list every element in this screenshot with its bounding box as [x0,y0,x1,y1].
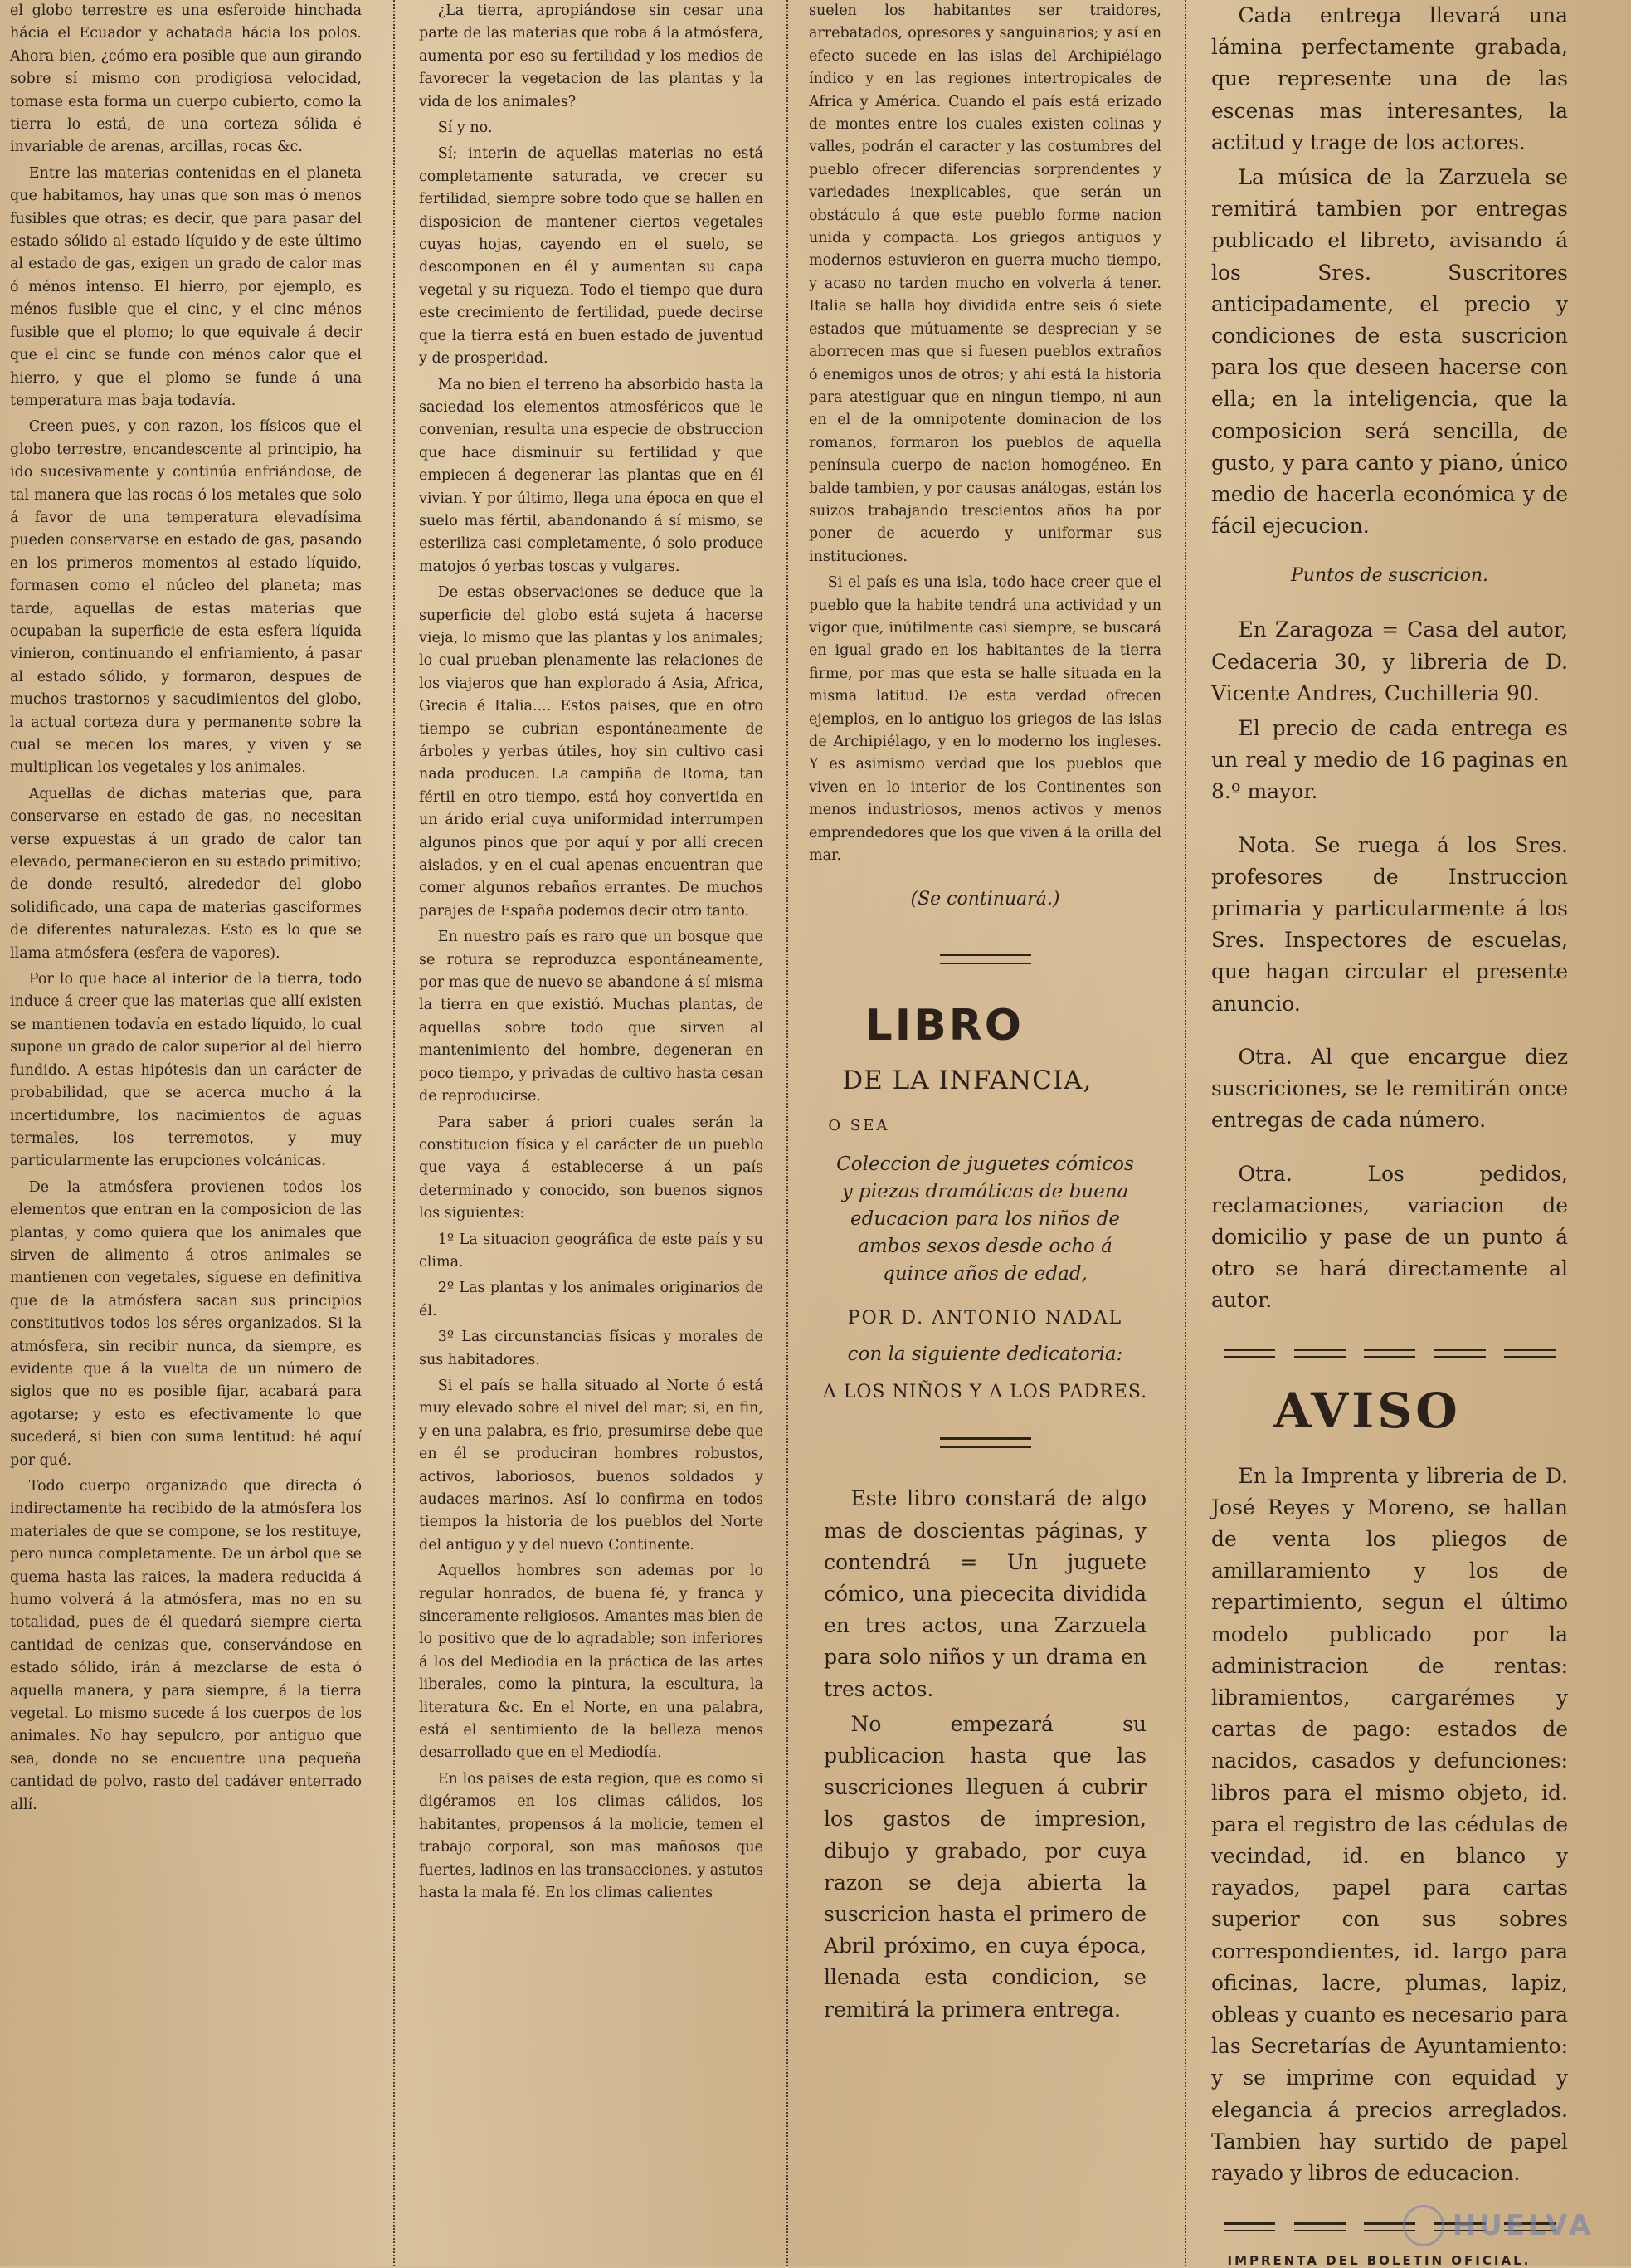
c4-paragraph: Cada entrega llevará una lámina perfectamente grabada, que represente una de las escenas mas interesantes, la actitud y trage de los actores. [1211,3,1568,154]
c4-paragraph: La música de la Zarzuela se remitirá tambien por entregas publicado el libreto, avisando á los Sres. Suscritores anticipadamente, el precio y condiciones de esta suscricion para los que deseen hacerse con ella; en la inteligencia, que la composicion será sencilla, de gusto, y para canto y piano, único medio de hacerla económica y de fácil ejecucion. [1211,165,1568,539]
c1-paragraph: Entre las materias contenidas en el planeta que habitamos, hay unas que son mas ó menos fusibles que otras; es decir, que para pasar del estado sólido al estado líquido y de este último al estado de gas, exigen un grado de calor mas ó ménos intenso. El hierro, por ejemplo, es ménos fusible que el cinc, y el cinc ménos fusible que el plomo; lo que equivale á decir que el cinc se funde con ménos calor que el hierro, y que el plomo se funde á una temperatura mas baja todavía. [10,164,362,409]
seal-icon [1403,2205,1444,2246]
c2-list-item: 3º Las circunstancias físicas y morales de sus habitadores. [419,1329,763,1368]
c1-paragraph: Creen pues, y con razon, los físicos que el globo terrestre, encandescente al principio, ha ido sucesivamente y continúa enfriándose, de tal manera que las rocas ó los metales que solo á favor de una temperatura elevadísima pueden conservarse en estado de gas, pasando en los primeros momentos al estado líquido, formasen como el núcleo del planeta; mas tarde, aquellas de estas materias que ocupaban la superficie de esta esfera líquida vinieron, continuando el enfriamiento, á pasar al estado sólido, y formaron, despues de muchos trastornos y sacudimientos del globo, la actual corteza dura y permanente sobre la cual se mecen los mares, y viven y se multiplican los vegetales y los animales. [10,418,362,777]
library-stamp [1399,2203,1598,2248]
c1-paragraph: el globo terrestre es una esferoide hinchada hácia el Ecuador y achatada hácia los polos. Ahora bien, ¿cómo era posible que aun girando sobre sí mismo con prodigiosa velocidad, tomase esta forma un cuerpo cubierto, como la tierra lo está, de una corteza sólida é invariable de arenas, arcillas, rocas &c. [10,2,362,156]
c1-paragraph: Todo cuerpo organizado que directa ó indirectamente ha recibido de la atmósfera los materiales de que se compone, se los restituye, pero nunca completamente. De un árbol que se quema hasta las raices, la madera reducida á humo volverá á la atmósfera, mas no en su totalidad, pues de él quedará siempre cierta cantidad de cenizas que, conservándose en estado sólido, irán á mezclarse de esta ó aquella manera, y para siempre, á la tierra vegetal. Lo mismo sucede á los cuerpos de los animales. No hay sepulcro, por antiguo que sea, donde no se encuentre una pequeña cantidad de polvo, rasto del cadáver enterrado allí. [10,1478,362,1813]
column-divider [1185,0,1186,2266]
c2-paragraph: Ma no bien el terreno ha absorbido hasta la saciedad los elementos atmosféricos que le convenian, resulta una especie de obstruccion que hace disminuir su fertilidad y que empiecen á degenerar las plantas que en él vivian. Y por último, llega una época en que el suelo mas fértil, abandonando á sí mismo, se esteriliza casi completamente, ó solo produce matojos ó yerbas toscas y vulgares. [419,376,763,575]
c2-paragraph: Sí; interin de aquellas materias no está completamente saturada, ve crecer su fertilidad, siempre sobre todo que se hallen en disposicion de mantener ciertos vegetales cuyas hojas, cayendo en el suelo, se descomponen en él y aumentan su capa vegetal y su riqueza. Todo el tiempo que dura este crecimiento de fertilidad, puede decirse que la tierra está en buen estado de juventud y de prosperidad. [419,145,763,368]
stamp-text: HUELVA [1452,2209,1594,2242]
dashed-separator [1224,1349,1556,1358]
notice-title: AVISO [1273,1382,1461,1439]
column-4 [1211,0,1568,2268]
c2-paragraph: ¿La tierra, apropiándose sin cesar una parte de las materias que roba á la atmósfera, aumenta por eso su fertilidad y los medios de favorecer la vegetacion de las plantas y la vida de los animales? [419,2,763,110]
printer-imprint: IMPRENTA DEL BOLETIN OFICIAL. [1227,2253,1531,2268]
ad-paragraph: No empezará su publicacion hasta que las suscriciones lleguen á cubrir los gastos de impresion, dibujo y grabado, por cuya razon se deja abierta la suscricion hasta el primero de Abril próximo, en cuya época, llenada esta condicion, se remitirá la primera entrega. [824,1711,1147,2022]
column-3 [809,0,1161,2241]
c2-paragraph: En nuestro país es raro que un bosque que se rotura se reproduzca espontáneamente, por mas que de nuevo se abandone á sí misma la tierra en que existió. Muchas plantas, de aquellas sobre todo que sirven al mantenimiento del hombre, degeneran en poco tiempo, y privadas de cultivo hasta cesan de reproducirse. [419,929,763,1105]
c1-paragraph: Aquellas de dichas materias que, para conservarse en estado de gas, no necesitan verse expuestas á un grado de calor tan elevado, permanecieron en su estado primitivo; de donde resultó, alrededor del globo solidificado, una capa de materias gasciformes de diferentes naturalezas. Esto es lo que se llama atmósfera (esfera de vapores). [10,785,362,962]
subscription-points-title: Puntos de suscricion. [1291,565,1488,587]
ad-dedication: A LOS NIÑOS Y A LOS PADRES. [822,1382,1148,1403]
column-1 [10,0,362,2241]
ad-paragraph: Este libro constará de algo mas de doscientas páginas, y contendrá = Un juguete cómico, una piececita dividida en tres actos, una Zarzuela para solo niños y un drama en tres actos. [824,1486,1147,1701]
column-divider [786,0,788,2266]
subscription-note: Nota. Se ruega á los Sres. profesores de Instruccion primaria y particularmente á los Sres. Inspectores de escuelas, que hagan circular el presente anuncio. [1211,832,1568,1016]
ornament-rule [940,954,1031,964]
c2-paragraph: En los paises de esta region, que es como si digéramos en los climas cálidos, los habitantes, propensos á la molicie, temen el trabajo corporal, son mas mañosos que fuertes, ladinos en las transacciones, y astutos hasta la mala fé. En los climas calientes [419,1770,763,1901]
c2-list-item: 2º Las plantas y los animales originarios de él. [419,1280,763,1319]
ad-subtitle: DE LA INFANCIA, [842,1066,1093,1096]
c1-paragraph: De la atmósfera provienen todos los elementos que entran en la composicion de las plantas, y como quiera que los animales que sirven de alimento á otros animales se mantienen con vegetales, síguese en definitiva que de la atmósfera sacan sus principios constitutivos todos los séres organizados. Si la atmósfera, sin recibir nunca, da siempre, es evidente que á la vuelta de un número de siglos que no es posible fijar, acabará para agotarse; y esto es efectivamente lo que sucederá, si bien con suma lentitud: hé aquí por qué. [10,1178,362,1469]
c2-paragraph: Sí y no. [437,119,493,137]
ad-conjunction: O SEA [828,1117,890,1135]
subscription-point: En Zaragoza = Casa del autor, Cedaceria 30, y libreria de D. Vicente Andres, Cuchilleria 90. [1211,617,1568,705]
notice-text: En la Imprenta y libreria de D. José Reyes y Moreno, se hallan de venta los pliegos de amillaramiento y los de repartimiento, segun el último modelo publicado por la administracion de rentas: libramientos, cargarémes y cartas de pago: estados de nacidos, casados y defunciones: libros para el mismo objeto, id. para el registro de las cédulas de vecindad, id. en blanco y rayados, papel para cartas superior con sus sobres correspondientes, id. largo para oficinas, lacre, plumas, lapiz, obleas y cuanto es necesario para las Secretarías de Ayuntamiento: y se imprime con equidad y elegancia á precios arreglados. Tambien hay surtido de papel rayado y libros de educacion. [1211,1463,1568,2185]
c2-list-item: 1º La situacion geográfica de este país y su clima. [419,1231,763,1271]
subscription-note: Otra. Al que encargue diez suscriciones, se le remitirán once entregas de cada número. [1211,1044,1568,1133]
ad-author: POR D. ANTONIO NADAL [847,1308,1123,1329]
subscription-note: Otra. Los pedidos, reclamaciones, variacion de domicilio y pase de un punto á otro se hará directamente al autor. [1211,1161,1568,1313]
ad-description: Coleccion de juguetes cómicos y piezas dramáticas de buena educacion para los niños de ambos sexos desde ocho á quince años de edad, [836,1154,1134,1285]
column-2 [419,0,763,2241]
ad-title: LIBRO [864,1001,1024,1051]
c2-paragraph: De estas observaciones se deduce que la superficie del globo está sujeta á hacerse vieja, lo mismo que las plantas y los animales; lo cual prueban plenamente las relaciones de los viajeros que han explorado á Asia, Africa, Grecia é Italia.... Estos paises, que en otro tiempo se cubrian espontáneamente de árboles y yerbas útiles, hoy sin cultivo casi nada producen. La campiña de Roma, tan fértil en otro tiempo, está hoy convertida en un árido erial cuya uniformidad interrumpen algunos pinos que por aquí y por allí crecen aislados, y en el cual apenas encuentran que comer algunos rebaños errantes. De muchos parajes de España podemos decir otro tanto. [419,584,763,919]
c3-paragraph: suelen los habitantes ser traidores, arrebatados, opresores y sanguinarios; y así en efecto sucede en las islas del Archipiélago índico y en las regiones intertropicales de Africa y América. Cuando el país está erizado de montes entre los cuales existen colinas y valles, podrán el caracter y las costumbres del pueblo ofrecer diferencias sorprendentes y variedades inexplicables, que serán un obstáculo á que este pueblo forme nacion unida y compacta. Los griegos antiguos y modernos estuvieron en guerra mucho tiempo, y acaso no tarden mucho en volverla á tener. Italia se halla hoy dividida entre seis ó siete estados que mútuamente se desprecian y se aborrecen mas que si fuesen pueblos extraños ó enemigos unos de otros; y ahí está la historia para atestiguar que en ningun tiempo, ni aun en el de la omnipotente dominacion de los romanos, formaron los pueblos de aquella península cuerpo de nacion homogéneo. En balde tambien, y por causas análogas, están los suizos trabajando trescientos años ha por poner de acuerdo y uniformar sus instituciones. [809,2,1161,565]
ad-dedication-intro: con la siguiente dedicatoria: [847,1344,1123,1366]
c2-paragraph: Para saber á priori cuales serán la constitucion física y el carácter de un pueblo que vaya á establecerse á un país determinado y conocido, son buenos signos los siguientes: [419,1114,763,1222]
c3-paragraph: Si el país es una isla, todo hace creer que el pueblo que la habite tendrá una actividad y un vigor que, inútilmente casi siempre, se buscará en igual grado en los habitantes de la tierra firme, por mas que esta se halle situada en la misma latitud. De esta verdad ofrecen ejemplos, en lo antiguo los griegos de las islas de Archipiélago, y en lo moderno los ingleses. Y es asimismo verdad que los pueblos que viven en lo interior de los Continentes son menos industriosos, menos activos y menos emprendedores que los que viven á la orilla del mar. [809,574,1161,865]
subscription-point: El precio de cada entrega es un real y medio de 16 paginas en 8.º mayor. [1211,716,1568,804]
to-be-continued: (Se continuará.) [910,889,1060,910]
c1-paragraph: Por lo que hace al interior de la tierra, todo induce á creer que las materias que allí existen se mantienen todavía en estado líquido, lo cual supone un grado de calor superior al del hierro fundido. A estas hipótesis dan un carácter de probabilidad, que se acerca mucho á la incertidumbre, los nacimientos de aguas termales, los terremotos, y muy particularmente las erupciones volcánicas. [10,971,362,1170]
column-divider [393,0,395,2266]
c2-paragraph: Aquellos hombres son ademas por lo regular honrados, de buena fé, y franca y sinceramente religiosos. Amantes mas bien de lo positivo que de lo agradable; son inferiores á los del Mediodia en la práctica de las artes liberales, como la pintura, la escultura, la literatura &c. En el Norte, en una palabra, está el sentimiento de la belleza menos desarrollado que en el Mediodía. [419,1563,763,1762]
ornament-rule [940,1437,1031,1448]
c2-paragraph: Si el país se halla situado al Norte ó está muy elevado sobre el nivel del mar; si, en fin, y en una palabra, es frio, presumirse debe que en él se produciran hombres robustos, activos, laboriosos, buenos soldados y audaces marinos. Así lo confirma en todos tiempos la historia de los pueblos del Norte del antiguo y y del nuevo Continente. [419,1377,763,1553]
